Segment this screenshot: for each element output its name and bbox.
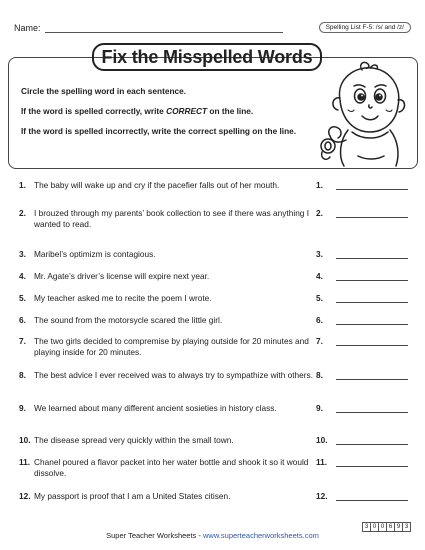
question-number: 11. <box>19 457 31 467</box>
question-number: 5. <box>19 293 26 303</box>
answer-number: 5. <box>316 293 323 303</box>
answer-line[interactable] <box>336 466 408 467</box>
name-line[interactable] <box>45 22 283 33</box>
question-number: 1. <box>19 180 26 190</box>
answer-line[interactable] <box>336 217 408 218</box>
code-digit: 0 <box>379 523 387 531</box>
answer-line[interactable] <box>336 412 408 413</box>
answer-number: 2. <box>316 208 323 218</box>
name-label: Name: <box>14 23 41 33</box>
answer-line[interactable] <box>336 302 408 303</box>
code-digit: 3 <box>404 524 409 530</box>
question-number: 2. <box>19 208 26 218</box>
answer-number: 7. <box>316 336 323 346</box>
question-number: 10. <box>19 435 31 445</box>
answer-number: 9. <box>316 403 323 413</box>
answer-number: 10. <box>316 435 328 445</box>
answer-number: 1. <box>316 180 323 190</box>
question-text: Mr. Agate’s driver’s license will expire next year. <box>34 271 210 281</box>
question-number: 4. <box>19 271 26 281</box>
answer-line[interactable] <box>336 379 408 380</box>
question-number: 7. <box>19 336 26 346</box>
answer-number: 8. <box>316 370 323 380</box>
code-digit: 9 <box>395 523 403 531</box>
instructions <box>21 86 321 146</box>
answer-number: 4. <box>316 271 323 281</box>
question-number: 8. <box>19 370 26 380</box>
question-text: Maribel’s optimizm is contagious. <box>34 249 156 259</box>
instruction-2: If the word is spelled correctly, write CORRECT on the line. <box>21 106 254 116</box>
question-text: The sound from the motorsycle scared the little girl. <box>34 315 223 325</box>
question-text: The two girls decided to compremise by playing outside for 20 minutes and playing inside for 20 minutes. <box>34 336 309 357</box>
question-text: We learned about many different ancient sosieties in history class. <box>34 403 277 413</box>
answer-line[interactable] <box>336 280 408 281</box>
question-text: The baby will wake up and cry if the pacefier falls out of her mouth. <box>34 180 280 190</box>
question-number: 12. <box>19 491 31 501</box>
code-digit: 3 <box>363 523 371 531</box>
answer-line[interactable] <box>336 345 408 346</box>
worksheet-code <box>362 522 411 532</box>
spelling-list-tag: Spelling List F-5: /s/ and /z/ <box>319 22 411 33</box>
page-title: Fix the Misspelled Words <box>92 43 322 71</box>
answer-number: 3. <box>316 249 323 259</box>
answer-line[interactable] <box>336 444 408 445</box>
code-digit: 0 <box>371 523 379 531</box>
question-text: I brouzed through my parents’ book collection to see if there was anything I wanted to read. <box>34 208 310 229</box>
question-number: 9. <box>19 403 26 413</box>
answer-number: 6. <box>316 315 323 325</box>
question-number: 3. <box>19 249 26 259</box>
question-number: 6. <box>19 315 26 325</box>
question-text: The best advice I ever received was to always try to sympathize with others. <box>34 370 313 380</box>
question-text: Chanel poured a flavor packet into her water bottle and shook it so it would dissolve. <box>34 457 309 478</box>
code-digit: 6 <box>387 523 395 531</box>
answer-number: 12. <box>316 491 328 501</box>
footer-url-link[interactable]: www.superteacherworksheets.com <box>202 531 319 540</box>
footer <box>0 531 425 540</box>
baby-illustration-icon <box>318 60 410 168</box>
answer-number: 11. <box>316 457 328 467</box>
instruction-1: Circle the spelling word in each sentence. <box>21 86 187 96</box>
name-row <box>14 22 283 33</box>
answer-line[interactable] <box>336 500 408 501</box>
question-text: My passport is proof that I am a United States citisen. <box>34 491 231 501</box>
answer-line[interactable] <box>336 324 408 325</box>
question-text: The disease spread very quickly within the small town. <box>34 435 234 445</box>
answer-line[interactable] <box>336 189 408 190</box>
instruction-3: If the word is spelled incorrectly, write the correct spelling on the line. <box>21 126 297 136</box>
question-text: My teacher asked me to recite the poem I wrote. <box>34 293 212 303</box>
footer-brand: Super Teacher Worksheets - <box>106 531 203 540</box>
answer-line[interactable] <box>336 258 408 259</box>
